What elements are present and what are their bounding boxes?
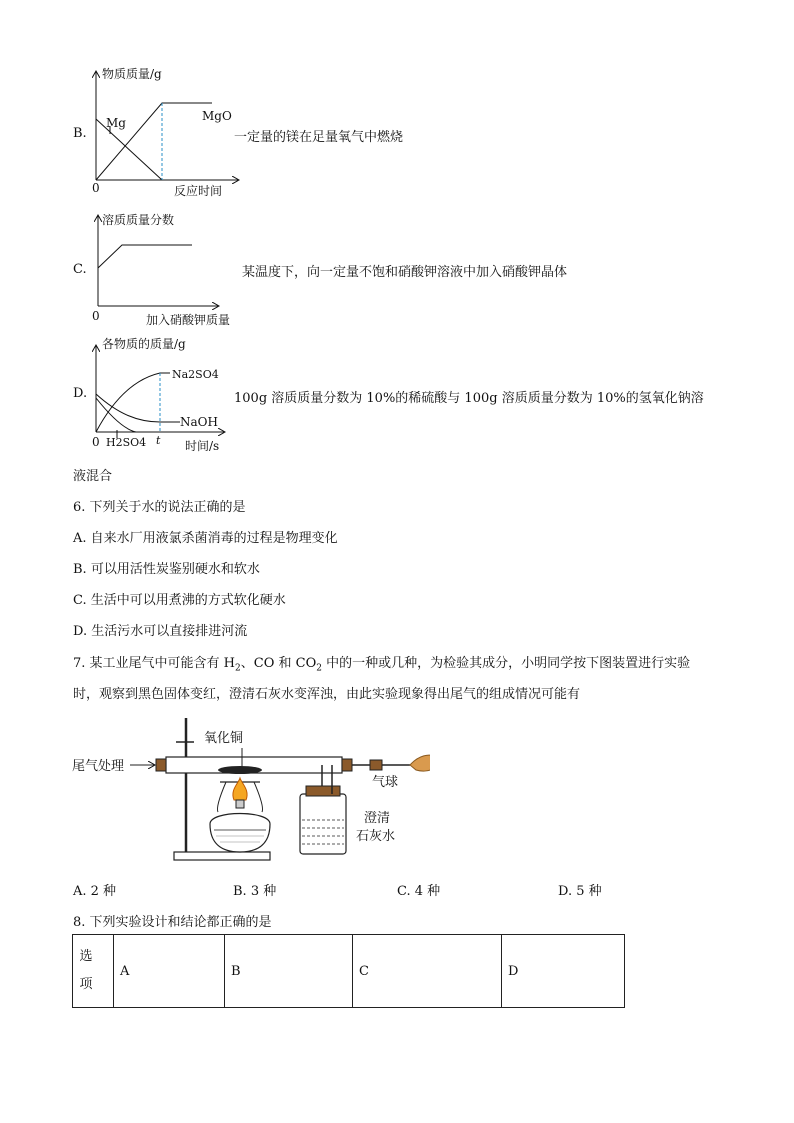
solubility-line bbox=[98, 245, 192, 268]
table-row bbox=[73, 935, 625, 1008]
table-header-cell: 选项 bbox=[73, 935, 114, 1008]
table-header-cell: D bbox=[502, 935, 625, 1008]
q6-stem: 6. 下列关于水的说法正确的是 bbox=[73, 500, 246, 515]
stand-base bbox=[174, 852, 270, 860]
naoh-curve bbox=[96, 394, 180, 422]
origin: 0 bbox=[92, 181, 100, 195]
q7-option-b: B. 3 种 bbox=[233, 884, 277, 899]
option-d-description-line2: 液混合 bbox=[73, 469, 113, 484]
option-d-letter: D. bbox=[73, 386, 88, 401]
limewater-label-1: 澄清 bbox=[364, 811, 391, 826]
q6-option-b: B. 可以用活性炭鉴别硬水和软水 bbox=[73, 562, 260, 577]
q7-option-c: C. 4 种 bbox=[397, 884, 441, 899]
balloon-label: 气球 bbox=[372, 775, 399, 790]
alcohol-lamp bbox=[210, 814, 270, 853]
limewater-label-2: 石灰水 bbox=[356, 829, 396, 844]
copper-oxide bbox=[218, 766, 262, 774]
limewater-bottle bbox=[300, 794, 346, 854]
origin: 0 bbox=[92, 435, 100, 449]
mgo-line bbox=[96, 103, 212, 180]
graph-d bbox=[88, 334, 233, 456]
na2so4-curve bbox=[96, 373, 170, 432]
mg-label: Mg bbox=[106, 116, 126, 130]
q8-stem: 8. 下列实验设计和结论都正确的是 bbox=[73, 915, 272, 930]
q6-option-d: D. 生活污水可以直接排进河流 bbox=[73, 624, 248, 639]
apparatus-figure bbox=[70, 712, 430, 872]
xlabel: 加入硝酸钾质量 bbox=[146, 313, 231, 327]
q7-stem-line2: 时，观察到黑色固体变红，澄清石灰水变浑浊，由此实验现象得出尾气的组成情况可能有 bbox=[73, 687, 581, 702]
q8-table bbox=[72, 934, 625, 1008]
copper-oxide-label: 氧化铜 bbox=[204, 731, 244, 746]
h2so4-curve bbox=[96, 398, 136, 432]
ylabel: 溶质质量分数 bbox=[102, 213, 175, 227]
naoh-label: NaOH bbox=[180, 415, 218, 429]
q7-option-a: A. 2 种 bbox=[73, 884, 117, 899]
table-header-cell: A bbox=[114, 935, 225, 1008]
origin: 0 bbox=[92, 309, 100, 323]
option-c-description: 某温度下，向一定量不饱和硝酸钾溶液中加入硝酸钾晶体 bbox=[242, 265, 568, 280]
na2so4-label: Na2SO4 bbox=[172, 368, 219, 381]
xlabel: 时间/s bbox=[185, 439, 220, 453]
balloon bbox=[410, 755, 430, 771]
mgo-label: MgO bbox=[202, 109, 232, 123]
q6-option-a: A. 自来水厂用液氯杀菌消毒的过程是物理变化 bbox=[73, 531, 338, 546]
ylabel: 各物质的质量/g bbox=[102, 337, 186, 351]
flame bbox=[233, 778, 247, 800]
graph-c bbox=[88, 208, 258, 332]
q7-stem-line1: 7. 某工业尾气中可能含有 $H_2$、CO 和 $CO_2$ 中的一种或几种，为检验其成分，小明同学按下图装置进行实验 bbox=[73, 656, 691, 674]
option-c-letter: C. bbox=[73, 262, 87, 277]
q6-option-c: C. 生活中可以用煮沸的方式软化硬水 bbox=[73, 593, 286, 608]
xlabel: 反应时间 bbox=[174, 184, 223, 198]
option-d-description-line1: 100g 溶质质量分数为 10%的稀硫酸与 100g 溶质质量分数为 10%的氢氧化钠溶 bbox=[234, 391, 704, 406]
graph-b bbox=[88, 64, 248, 200]
ylabel: 物质质量/g bbox=[102, 67, 162, 81]
table-header-cell: B bbox=[225, 935, 353, 1008]
table-header-cell: C bbox=[353, 935, 502, 1008]
option-b-description: 一定量的镁在足量氧气中燃烧 bbox=[234, 130, 404, 145]
h2so4-label: H2SO4 bbox=[106, 436, 147, 449]
q7-option-d: D. 5 种 bbox=[558, 884, 602, 899]
option-b-letter: B. bbox=[73, 126, 87, 141]
tail-gas-label: 尾气处理 bbox=[72, 759, 125, 774]
t-label: t bbox=[156, 434, 161, 447]
